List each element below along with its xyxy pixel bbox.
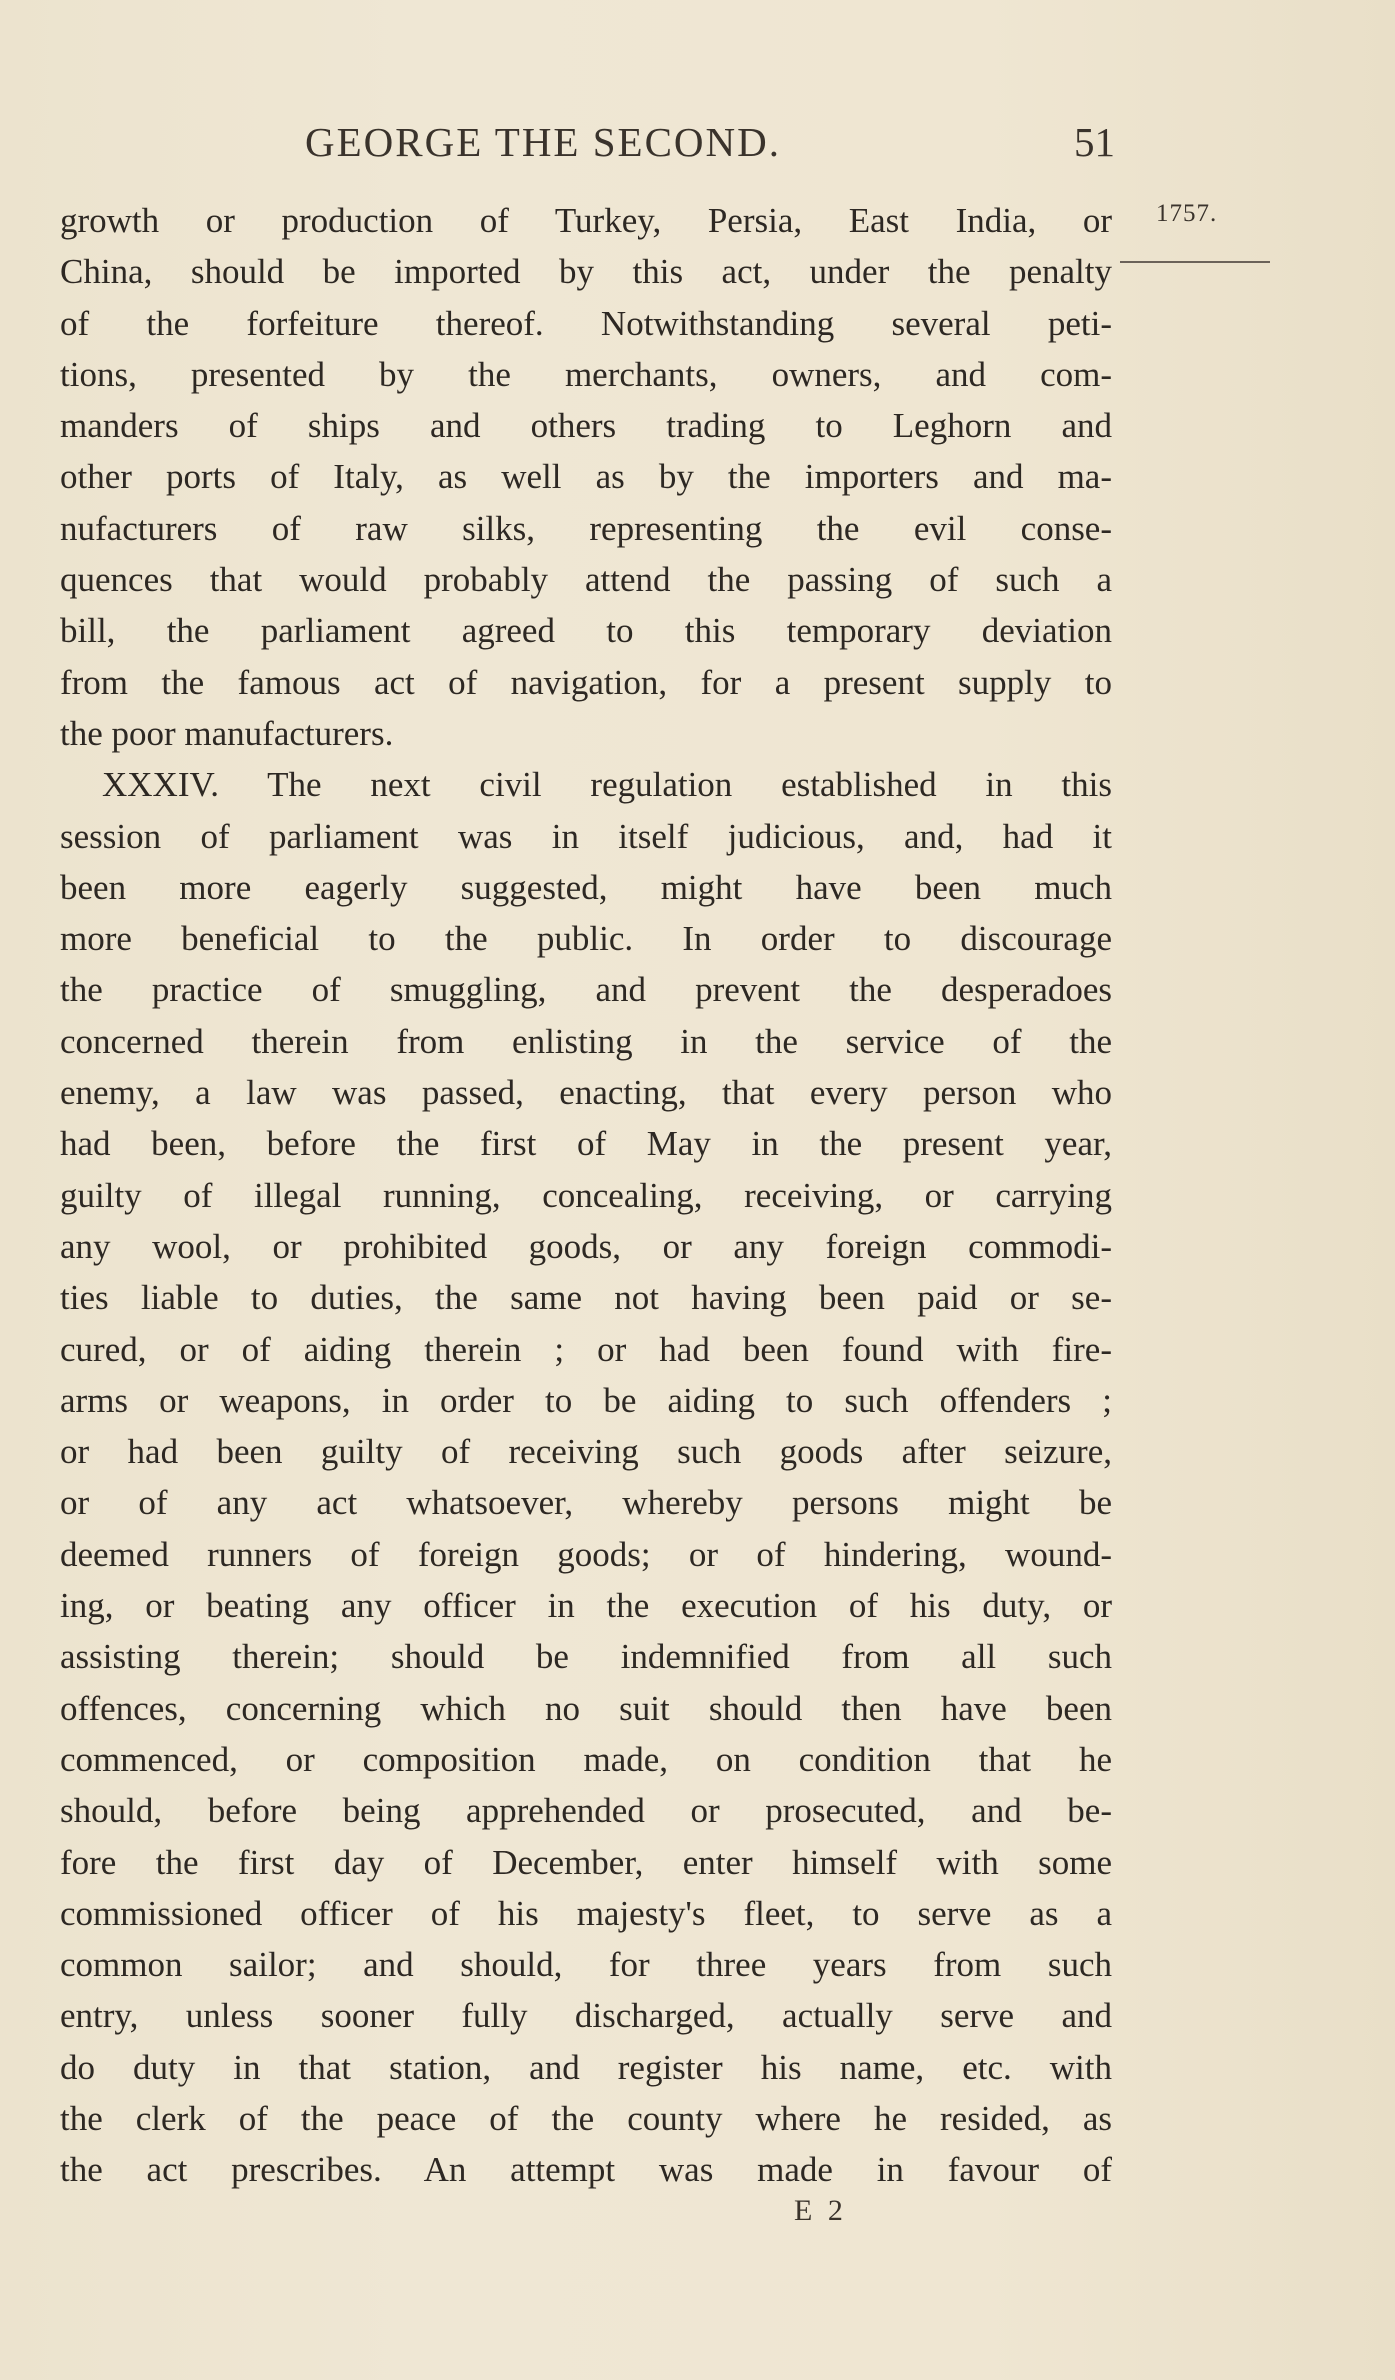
text-line: should, before being apprehended or prosecuted, and be-: [60, 1791, 1112, 1831]
marginal-rule: [1120, 261, 1270, 263]
text-line: commenced, or composition made, on condition that he: [60, 1739, 1112, 1779]
text-line: fore the first day of December, enter himself with some: [60, 1842, 1112, 1882]
signature-mark: E 2: [794, 2194, 847, 2227]
body-text: [60, 195, 1112, 2196]
text-line: tions, presented by the merchants, owners, and com-: [60, 354, 1112, 394]
text-line: bill, the parliament agreed to this temporary deviation: [60, 611, 1112, 651]
text-line: cured, or of aiding therein ; or had been found with fire-: [60, 1329, 1112, 1369]
text-line: commissioned officer of his majesty's fleet, to serve as a: [60, 1893, 1112, 1933]
text-line: any wool, or prohibited goods, or any foreign commodi-: [60, 1226, 1112, 1266]
text-line: assisting therein; should be indemnified from all such: [60, 1637, 1112, 1677]
text-line: the clerk of the peace of the county where he resided, as: [60, 2098, 1112, 2138]
page-number: 51: [1074, 119, 1115, 165]
text-line: the practice of smuggling, and prevent the desperadoes: [60, 970, 1112, 1010]
text-line: from the famous act of navigation, for a present supply to: [60, 662, 1112, 702]
text-line: guilty of illegal running, concealing, receiving, or carrying: [60, 1175, 1112, 1215]
text-line: growth or production of Turkey, Persia, East India, or: [60, 201, 1112, 240]
text-line: the act prescribes. An attempt was made in favour of: [60, 2150, 1112, 2190]
running-title: GEORGE THE SECOND.: [305, 119, 781, 165]
text-line: or of any act whatsoever, whereby persons might be: [60, 1483, 1112, 1523]
text-line: more beneficial to the public. In order to discourage: [60, 919, 1112, 959]
text-line: arms or weapons, in order to be aiding to such offenders ;: [60, 1380, 1112, 1420]
text-line: entry, unless sooner fully discharged, actually serve and: [60, 1996, 1112, 2036]
text-line: common sailor; and should, for three years from such: [60, 1945, 1112, 1985]
section-heading-line: XXXIV. The next civil regulation established in this: [102, 765, 1112, 805]
text-line: other ports of Italy, as well as by the importers and ma-: [60, 457, 1112, 497]
text-line: ing, or beating any officer in the execution of his duty, or: [60, 1586, 1112, 1626]
text-line: nufacturers of raw silks, representing the evil conse-: [60, 508, 1112, 548]
text-line: or had been guilty of receiving such goods after seizure,: [60, 1432, 1112, 1472]
marginal-year: 1757.: [1156, 200, 1218, 227]
text-line: the poor manufacturers.: [60, 713, 394, 753]
text-line: been more eagerly suggested, might have been much: [60, 867, 1112, 907]
page-header: [305, 112, 1115, 172]
text-line: concerned therein from enlisting in the service of the: [60, 1021, 1112, 1061]
text-line: enemy, a law was passed, enacting, that every person who: [60, 1073, 1112, 1113]
text-line: offences, concerning which no suit should then have been: [60, 1688, 1112, 1728]
text-line: deemed runners of foreign goods; or of hindering, wound-: [60, 1534, 1112, 1574]
text-line: quences that would probably attend the passing of such a: [60, 560, 1112, 600]
text-line: manders of ships and others trading to Leghorn and: [60, 406, 1112, 446]
text-line: had been, before the first of May in the present year,: [60, 1124, 1112, 1164]
text-line: of the forfeiture thereof. Notwithstanding several peti-: [60, 303, 1112, 343]
text-line: China, should be imported by this act, under the penalty: [60, 252, 1112, 292]
text-line: ties liable to duties, the same not having been paid or se-: [60, 1278, 1112, 1318]
text-line: do duty in that station, and register his name, etc. with: [60, 2047, 1112, 2087]
text-line: session of parliament was in itself judicious, and, had it: [60, 816, 1112, 856]
